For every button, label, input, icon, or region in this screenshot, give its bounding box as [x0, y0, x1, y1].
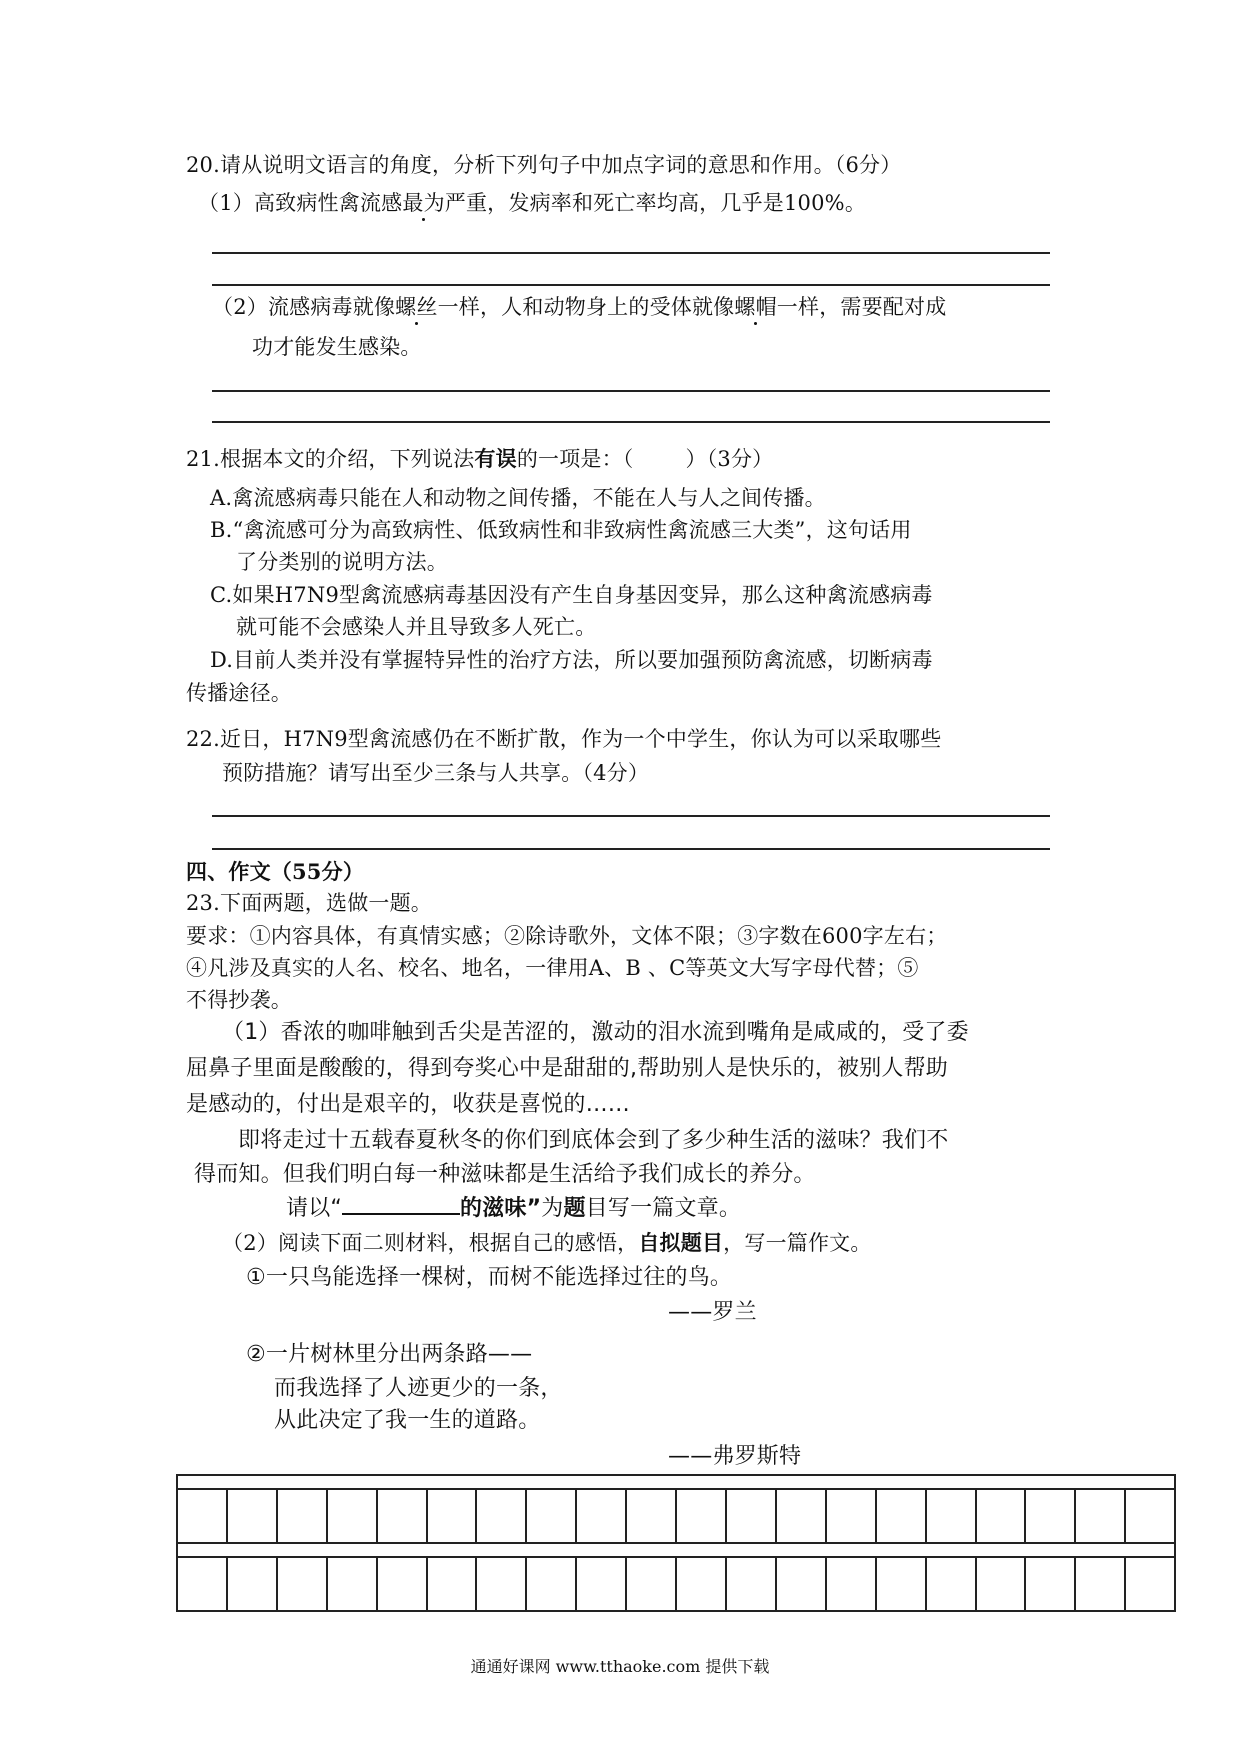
material-2: ②一片树林里分出两条路——	[246, 1342, 533, 1367]
material-1: ①一只鸟能选择一棵树，而树不能选择过往的鸟。	[246, 1265, 733, 1290]
q21-option-d: D.目前人类并没有掌握特异性的治疗方法，所以要加强预防禽流感，切断病毒	[210, 648, 933, 672]
emphasis-dots: 螺帽	[734, 295, 777, 319]
q22-stem: 22.近日，H7N9型禽流感仍在不断扩散，作为一个中学生，你认为可以采取哪些	[186, 727, 942, 751]
q21-option-c-cont: 就可能不会感染人并且导致多人死亡。	[236, 615, 597, 639]
material-1-source: ——罗兰	[668, 1300, 757, 1325]
q20-sentence-2-cont: 功才能发生感染。	[252, 335, 422, 359]
q23-stem: 23.下面两题，选做一题。	[186, 891, 432, 915]
title-blank[interactable]	[342, 1193, 460, 1215]
q20-sentence-2: （2）流感病毒就像螺丝一样，人和动物身上的受体就像螺帽一样，需要配对成	[212, 295, 947, 319]
prompt-1-text: 是感动的，付出是艰辛的，收获是喜悦的……	[186, 1092, 631, 1117]
q22-stem-cont: 预防措施？请写出至少三条与人共享。（4分）	[222, 761, 650, 785]
material-2: 从此决定了我一生的道路。	[274, 1408, 541, 1433]
prompt-1-title-instruction: 请以“ 的滋味”为题目写一篇文章。	[286, 1193, 741, 1224]
prompt-1-text: （1）香浓的咖啡触到舌尖是苦涩的，激动的泪水流到嘴角是咸咸的，受了委	[222, 1020, 969, 1045]
requirements-cont: 不得抄袭。	[186, 988, 292, 1012]
answer-line[interactable]	[212, 848, 1050, 850]
prompt-1-text: 屈鼻子里面是酸酸的，得到夸奖心中是甜甜的,帮助别人是快乐的，被别人帮助	[186, 1056, 948, 1081]
answer-line[interactable]	[212, 815, 1050, 817]
requirements: 要求：①内容具体，有真情实感；②除诗歌外，文体不限；③字数在600字左右；	[186, 924, 948, 948]
prompt-1-text: 得而知。但我们明白每一种滋味都是生活给予我们成长的养分。	[194, 1162, 816, 1187]
requirements-cont: ④凡涉及真实的人名、校名、地名，一律用A、B 、C等英文大写字母代替；⑤	[186, 956, 919, 980]
answer-line[interactable]	[212, 284, 1050, 286]
emphasis-dots: 最为	[402, 191, 445, 215]
emphasis-dots: 螺丝	[395, 295, 438, 319]
answer-line[interactable]	[212, 390, 1050, 392]
q21-stem: 21.根据本文的介绍，下列说法有误的一项是：（ ）（3分）	[186, 446, 774, 471]
writing-grid-row[interactable]	[176, 1556, 1176, 1612]
section-heading: 四、作文（55分）	[186, 859, 365, 884]
q21-option-b: B.“禽流感可分为高致病性、低致病性和非致病性禽流感三大类”，这句话用	[210, 518, 912, 542]
page-footer: 通通好课网 www.tthaoke.com 提供下载	[470, 1657, 770, 1676]
writing-grid-row[interactable]	[176, 1488, 1176, 1544]
material-2-source: ——弗罗斯特	[668, 1444, 802, 1469]
answer-line[interactable]	[212, 421, 1050, 423]
material-2: 而我选择了人迹更少的一条，	[274, 1376, 563, 1401]
q21-option-b-cont: 了分类别的说明方法。	[236, 550, 448, 574]
prompt-1-text: 即将走过十五载春夏秋冬的你们到底体会到了多少种生活的滋味？我们不	[238, 1128, 949, 1153]
q21-option-a: A.禽流感病毒只能在人和动物之间传播，不能在人与人之间传播。	[210, 486, 826, 510]
q20-stem: 20.请从说明文语言的角度，分析下列句子中加点字词的意思和作用。（6分）	[186, 153, 902, 177]
prompt-2-instruction: （2）阅读下面二则材料，根据自己的感悟，自拟题目，写一篇作文。	[222, 1230, 872, 1255]
answer-line[interactable]	[212, 252, 1050, 254]
q21-option-d-cont: 传播途径。	[186, 681, 292, 705]
q21-option-c: C.如果H7N9型禽流感病毒基因没有产生自身基因变异，那么这种禽流感病毒	[210, 583, 933, 607]
q20-sentence-1: （1）高致病性禽流感最为严重，发病率和死亡率均高，几乎是100%。	[198, 191, 867, 215]
